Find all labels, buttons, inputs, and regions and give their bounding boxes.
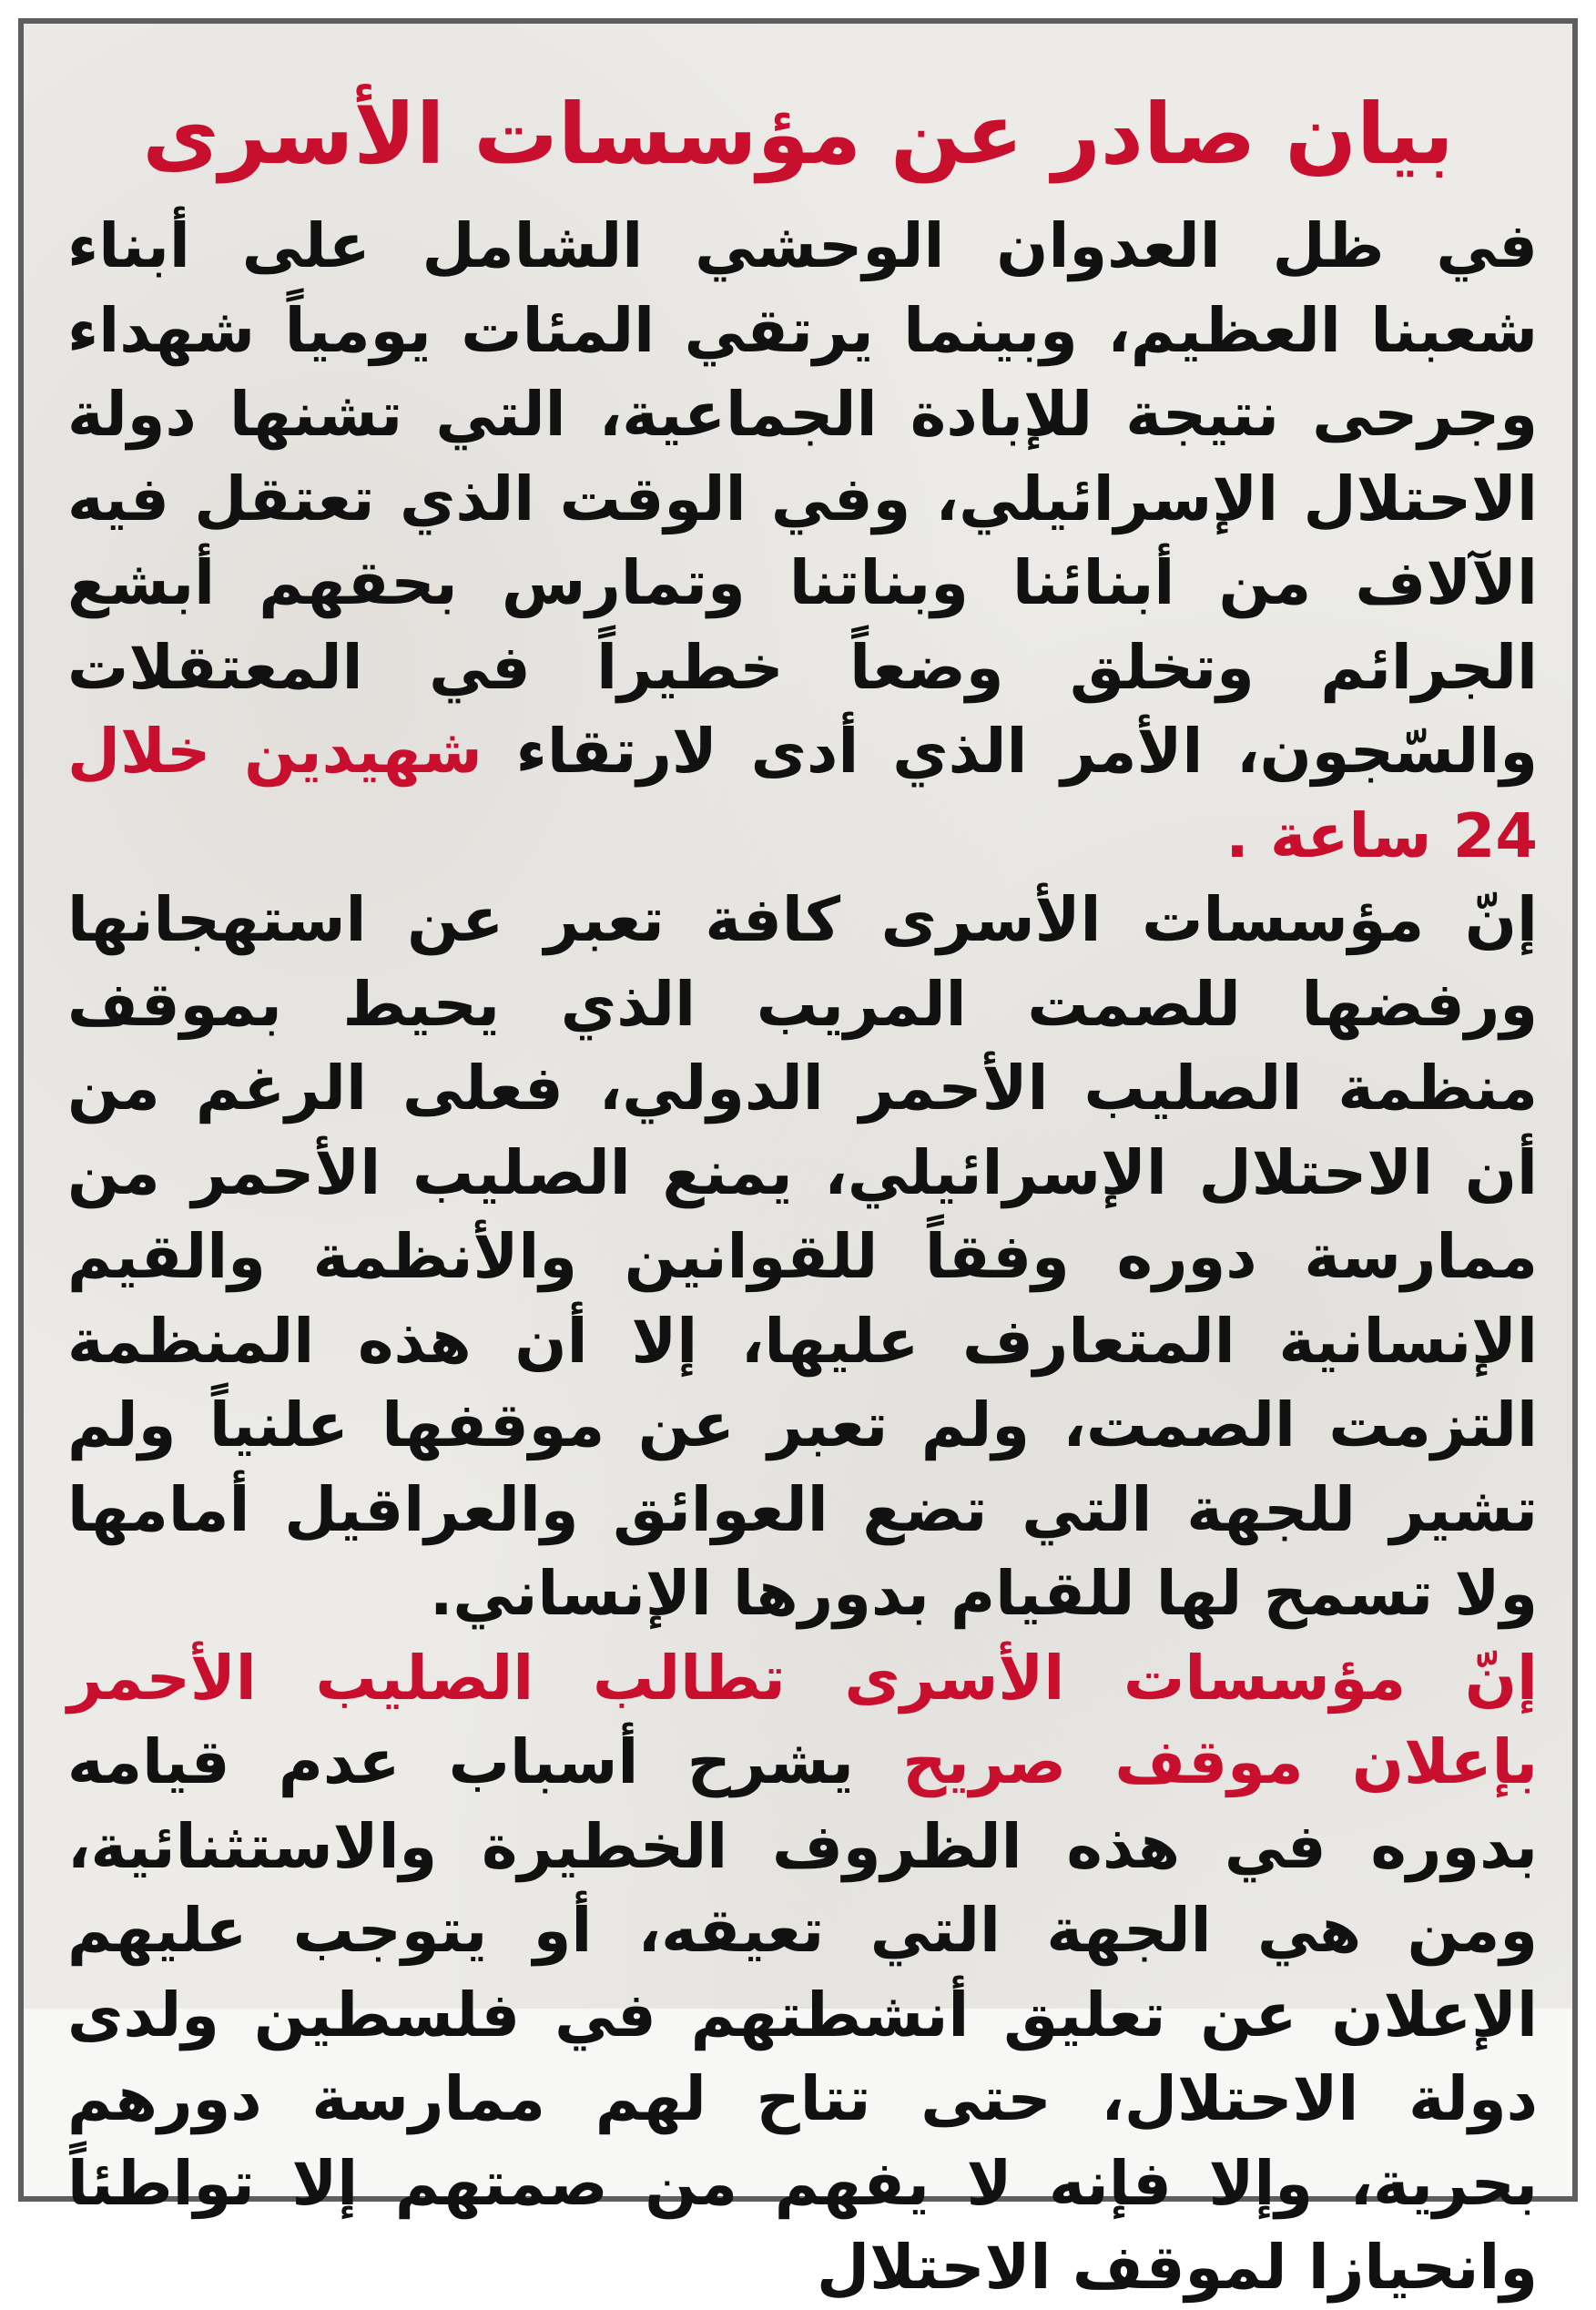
paragraph-demand <box>67 1636 1538 2310</box>
statement-body <box>67 204 1538 2310</box>
paragraph-aggression <box>67 204 1538 878</box>
paragraph-red-cross-silence-text: إنّ مؤسسات الأسرى كافة تعبر عن استهجانها ورفضها للصمت المريب الذي يحيط بموقف منظمة الصليب الأحمر الدولي، فعلى الرغم من أن الاحتلال الإسرائيلي، يمنع الصليب الأحمر من ممارسة دوره وفقاً للقوانين والأنظمة والقيم الإنسانية المتعارف عليها، إلا أن هذه المنظمة التزمت الصمت، ولم تعبر عن موقفها علنياً ولم تشير للجهة التي تضع العوائق والعراقيل أمامها ولا تسمح لها للقيام بدورها الإنساني. <box>67 884 1538 1629</box>
paragraph-red-cross-silence <box>67 878 1538 1636</box>
paragraph-aggression-text: في ظل العدوان الوحشي الشامل على أبناء شعبنا العظيم، وبينما يرتقي المئات يومياً شهداء وجرحى نتيجة للإبادة الجماعية، التي تشنها دولة الاحتلال الإسرائيلي، وفي الوقت الذي تعتقل فيه الآلاف من أبنائنا وبناتنا وتمارس بحقهم أبشع الجرائم وتخلق وضعاً خطيراً في المعتقلات والسّجون، الأمر الذي أدى لارتقاء <box>67 210 1538 787</box>
paragraph-demand-text: يشرح أسباب عدم قيامه بدوره في هذه الظروف الخطيرة والاستثنائية، ومن هي الجهة التي تعيقه، أو يتوجب عليهم الإعلان عن تعليق أنشطتهم في فلسطين ولدى دولة الاحتلال، حتى تتاح لهم ممارسة دورهم بحرية، وإلا فإنه لا يفهم من صمتهم إلا تواطئاً وانحيازا لموقف الاحتلال <box>67 1726 1538 2303</box>
statement-poster <box>18 18 1578 2303</box>
demand-highlight: إنّ مؤسسات الأسرى تطالب الصليب الأحمر بإعلان موقف صريح <box>67 1642 1539 1797</box>
statement-title: بيان صادر عن مؤسسات الأسرى <box>142 86 1454 183</box>
martyrs-highlight: شهيدين خلال 24 ساعة . <box>67 716 1538 871</box>
